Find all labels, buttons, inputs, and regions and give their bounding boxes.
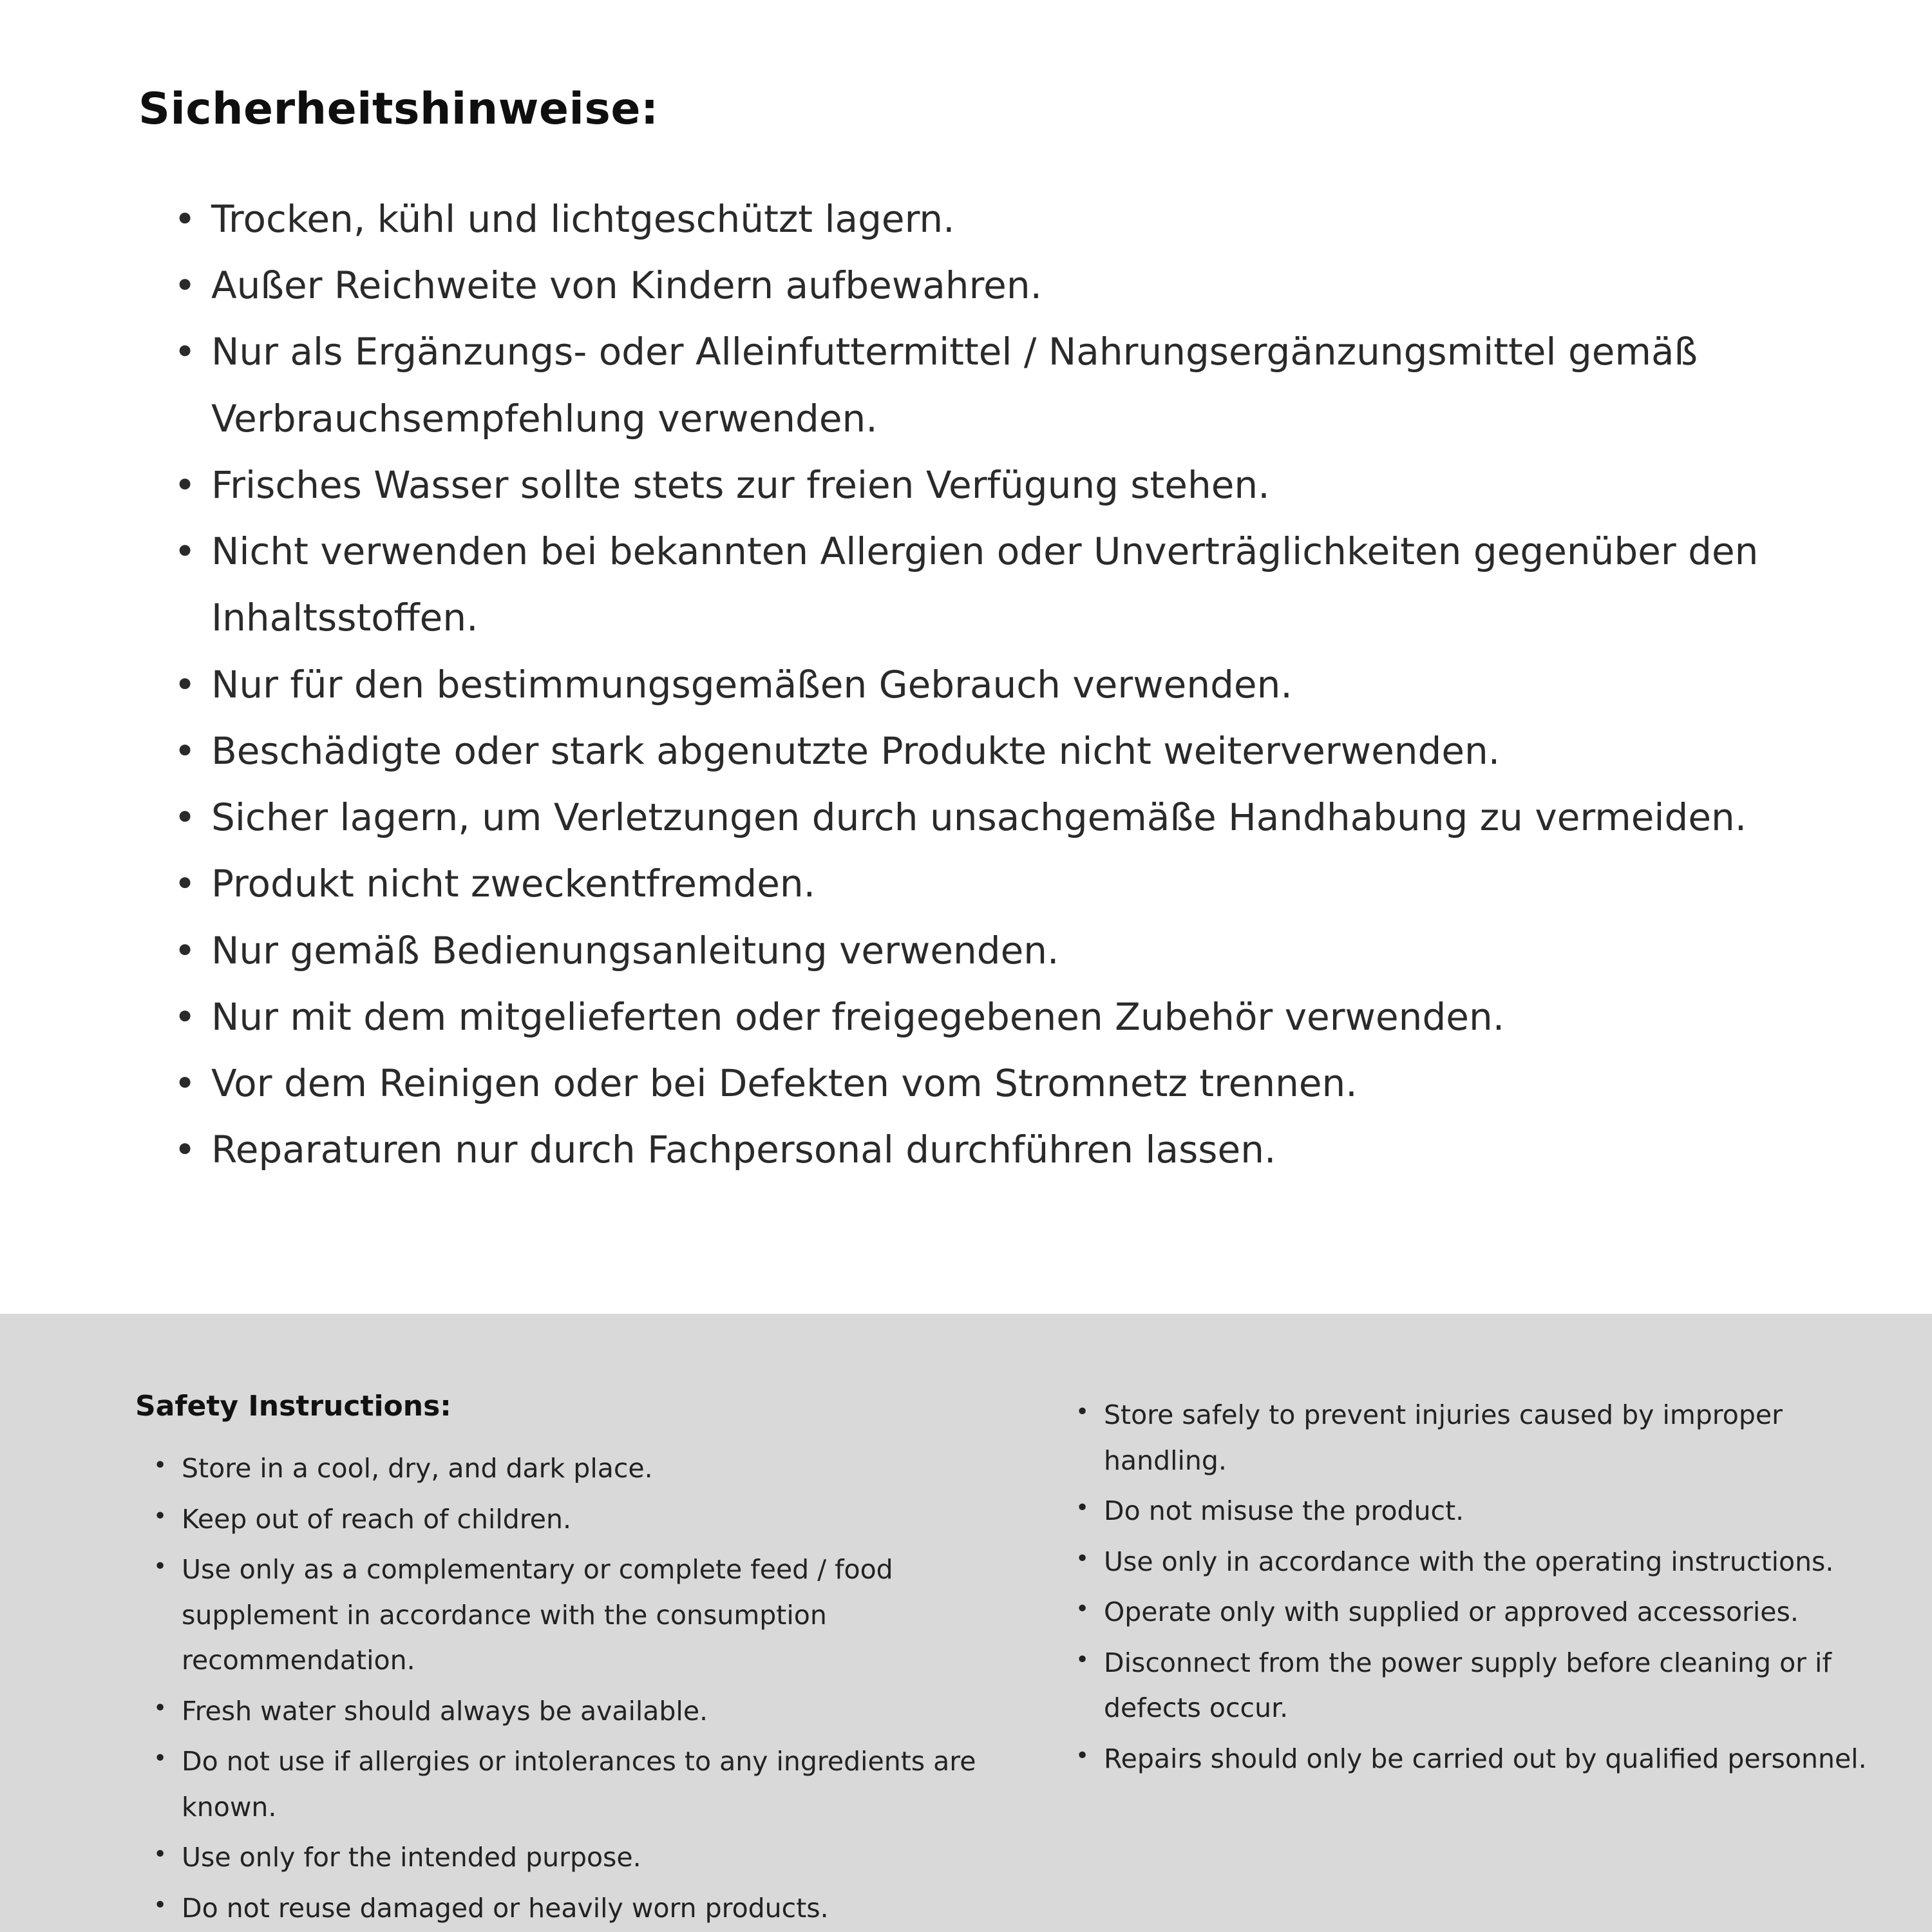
safety-item: • Store safely to prevent injuries caused by improper handling. [1075,1392,1900,1483]
english-safety-list-right [1075,1392,1900,1781]
safety-item: • Außer Reichweite von Kindern aufbewahren. [174,252,1826,319]
german-safety-list [138,186,1826,1184]
english-safety-section [0,1314,1932,1932]
safety-item: • Operate only with supplied or approved accessories. [1075,1589,1900,1635]
safety-item: • Use only as a complementary or complete feed / food supplement in accordance with the consumption recommendation. [153,1547,1037,1683]
safety-item: • Use only for the intended purpose. [153,1835,1037,1880]
safety-item: • Nur für den bestimmungsgemäßen Gebrauch verwenden. [174,652,1826,718]
safety-item: • Do not use if allergies or intolerances to any ingredients are known. [153,1739,1037,1830]
safety-item: • Store in a cool, dry, and dark place. [153,1446,1037,1492]
safety-item: • Reparaturen nur durch Fachpersonal durchführen lassen. [174,1117,1826,1183]
safety-item: • Do not reuse damaged or heavily worn products. [153,1886,1037,1931]
english-safety-list-left [153,1446,1037,1931]
safety-item: • Use only in accordance with the operating instructions. [1075,1539,1900,1585]
safety-item: • Vor dem Reinigen oder bei Defekten vom Stromnetz trennen. [174,1050,1826,1117]
german-section-title: Sicherheitshinweise: [138,84,659,135]
safety-item: • Disconnect from the power supply before cleaning or if defects occur. [1075,1640,1900,1731]
safety-item: • Nur als Ergänzungs- oder Alleinfuttermittel / Nahrungsergänzungsmittel gemäß Verbrauchsempfehlung verwenden. [174,319,1826,451]
safety-item: • Trocken, kühl und lichtgeschützt lagern. [174,186,1826,252]
safety-item: • Nur gemäß Bedienungsanleitung verwenden. [174,918,1826,984]
english-section-title: Safety Instructions: [135,1390,451,1423]
english-right-column [1075,1390,1900,1893]
safety-item: • Produkt nicht zweckentfremden. [174,851,1826,917]
safety-item: • Repairs should only be carried out by qualified personnel. [1075,1736,1900,1782]
safety-item: • Frisches Wasser sollte stets zur freien Verfügung stehen. [174,452,1826,518]
safety-item: • Beschädigte oder stark abgenutzte Produkte nicht weiterverwenden. [174,718,1826,784]
safety-item: • Do not misuse the product. [1075,1488,1900,1534]
safety-item: • Sicher lagern, um Verletzungen durch unsachgemäße Handhabung zu vermeiden. [174,784,1826,851]
english-left-column [135,1390,1037,1924]
safety-item: • Fresh water should always be available. [153,1689,1037,1734]
safety-item: • Nicht verwenden bei bekannten Allergien oder Unverträglichkeiten gegenüber den Inhaltsstoffen. [174,518,1826,651]
safety-item: • Nur mit dem mitgelieferten oder freigegebenen Zubehör verwenden. [174,984,1826,1050]
safety-item: • Keep out of reach of children. [153,1497,1037,1542]
